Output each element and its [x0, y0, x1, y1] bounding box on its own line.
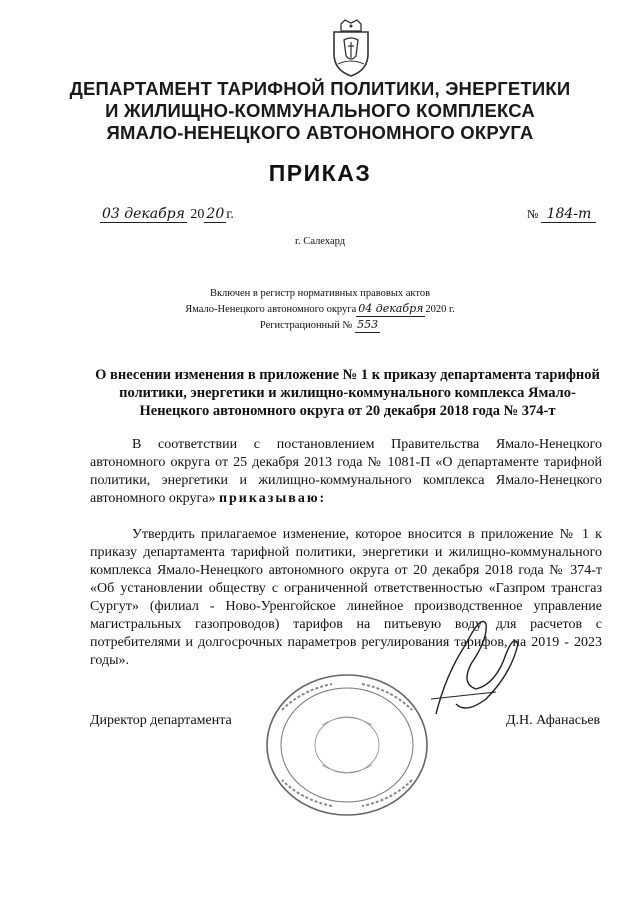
number-label: №: [527, 207, 539, 221]
department-line: ДЕПАРТАМЕНТ ТАРИФНОЙ ПОЛИТИКИ, ЭНЕРГЕТИКИ: [69, 78, 571, 99]
handwritten-number: 184-т: [541, 206, 596, 223]
registry-line-1: Включен в регистр нормативных правовых актов: [209, 288, 431, 299]
registry-line-3: Регистрационный № 553: [259, 318, 379, 331]
coat-of-arms-emblem: [326, 18, 376, 78]
handwritten-signature: [426, 604, 526, 724]
order-number: [527, 206, 596, 223]
order-word: приказываю:: [218, 491, 327, 506]
department-name: [60, 78, 580, 144]
city: г. Салехард: [294, 236, 346, 247]
handwritten-registry-date: 04 декабря: [358, 302, 424, 315]
order-subject: О внесении изменения в приложение № 1 к приказу департамента тарифной политики, энергетики и жилищно-коммунального комплекса Ямало-Ненецкого автономного округа от 20 декабря 2018 года № 374-т: [95, 367, 600, 419]
preamble-text: В соответствии с постановлением Правительства Ямало-Ненецкого автономного округа от 25 декабря 2013 года № 1081-П «О департаменте тарифной политики, энергетики и жилищно-коммунального комплекса Ямало-Ненецкого автономного округа»: [90, 437, 602, 506]
resolution-paragraph: Утвердить прилагаемое изменение, которое вносится в приложение № 1 к приказу департамента тарифной политики, энергетики и жилищно-коммунального комплекса Ямало-Ненецкого автономного округа от 20 декабря 2018 года № 374-т «Об установлении обществу с ограниченной ответственностью «Газпром трансгаз Сургут» (филиал - Ново-Уренгойское линейное производственное управление магистральных газопроводов) тарифов на питьевую воду для расчетов с потребителями и долгосрочных параметров регулирования тарифов, на 2019 - 2023 годы».: [90, 527, 602, 668]
registry-line-2: Ямало-Ненецкого автономного округа 04 декабря 2020 г.: [185, 302, 455, 315]
registry-stamp: [0, 286, 640, 333]
handwritten-registry-number: 553: [357, 318, 379, 331]
official-seal: [262, 670, 432, 820]
signatory-name: Д.Н. Афанасьев: [506, 713, 601, 728]
document-title: ПРИКАЗ: [268, 160, 372, 186]
year-suffix: г.: [226, 207, 234, 222]
year-prefix: 20: [190, 207, 205, 222]
signatory-position: Директор департамента: [90, 713, 232, 728]
handwritten-date: 03 декабря: [102, 206, 185, 222]
handwritten-year: 20: [206, 206, 225, 222]
preamble-paragraph: [90, 436, 602, 508]
order-date: [100, 206, 234, 223]
department-line: И ЖИЛИЩНО-КОММУНАЛЬНОГО КОМПЛЕКСА: [105, 100, 535, 121]
department-line: ЯМАЛО-НЕНЕЦКОГО АВТОНОМНОГО ОКРУГА: [106, 122, 534, 143]
